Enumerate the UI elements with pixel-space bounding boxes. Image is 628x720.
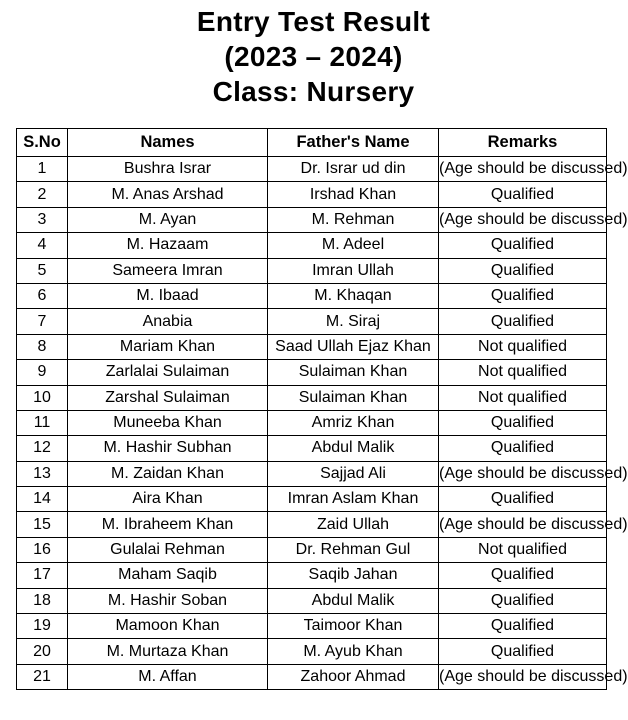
- cell-sno: 21: [17, 664, 68, 689]
- cell-sno: 12: [17, 436, 68, 461]
- cell-name: Gulalai Rehman: [68, 537, 268, 562]
- table-row: [17, 157, 607, 182]
- cell-remarks: (Age should be discussed): [439, 461, 607, 486]
- cell-sno: 17: [17, 563, 68, 588]
- cell-name: M. Hashir Subhan: [68, 436, 268, 461]
- cell-name: M. Murtaza Khan: [68, 639, 268, 664]
- document-title: [0, 4, 627, 109]
- cell-sno: 16: [17, 537, 68, 562]
- cell-remarks: Qualified: [439, 487, 607, 512]
- table-row: [17, 385, 607, 410]
- table-row: [17, 410, 607, 435]
- cell-father-name: M. Khaqan: [268, 283, 439, 308]
- cell-remarks: Qualified: [439, 614, 607, 639]
- cell-name: Bushra Israr: [68, 157, 268, 182]
- results-body: [17, 157, 628, 690]
- cell-remarks: Qualified: [439, 283, 607, 308]
- cell-sno: 7: [17, 309, 68, 334]
- cell-remarks: Qualified: [439, 563, 607, 588]
- cell-father-name: Sulaiman Khan: [268, 385, 439, 410]
- cell-father-name: Dr. Israr ud din: [268, 157, 439, 182]
- cell-father-name: Saad Ullah Ejaz Khan: [268, 334, 439, 359]
- cell-sno: 11: [17, 410, 68, 435]
- cell-remarks: Qualified: [439, 639, 607, 664]
- cell-father-name: Dr. Rehman Gul: [268, 537, 439, 562]
- cell-remarks: Qualified: [439, 258, 607, 283]
- header-remarks: Remarks: [439, 129, 607, 157]
- cell-father-name: Taimoor Khan: [268, 614, 439, 639]
- cell-sno: 9: [17, 360, 68, 385]
- cell-father-name: Saqib Jahan: [268, 563, 439, 588]
- cell-remarks: (Age should be discussed): [439, 157, 607, 182]
- cell-name: Muneeba Khan: [68, 410, 268, 435]
- cell-father-name: Abdul Malik: [268, 588, 439, 613]
- table-row: [17, 461, 607, 486]
- cell-sno: 18: [17, 588, 68, 613]
- cell-sno: 20: [17, 639, 68, 664]
- table-row: [17, 436, 607, 461]
- cell-sno: 19: [17, 614, 68, 639]
- cell-remarks: Not qualified: [439, 334, 607, 359]
- cell-name: M. Ibaad: [68, 283, 268, 308]
- table-row: [17, 588, 607, 613]
- table-row: [17, 563, 607, 588]
- table-row: [17, 360, 607, 385]
- cell-name: Sameera Imran: [68, 258, 268, 283]
- cell-name: Zarshal Sulaiman: [68, 385, 268, 410]
- cell-name: Maham Saqib: [68, 563, 268, 588]
- cell-father-name: M. Ayub Khan: [268, 639, 439, 664]
- cell-name: M. Hazaam: [68, 233, 268, 258]
- table-row: [17, 283, 607, 308]
- title-session-years: (2023 – 2024): [224, 41, 403, 72]
- cell-remarks: Qualified: [439, 410, 607, 435]
- results-table: [16, 128, 628, 690]
- cell-father-name: Irshad Khan: [268, 182, 439, 207]
- table-row: [17, 614, 607, 639]
- cell-sno: 6: [17, 283, 68, 308]
- table-row: [17, 182, 607, 207]
- cell-sno: 10: [17, 385, 68, 410]
- table-row: [17, 233, 607, 258]
- header-father-name: Father's Name: [268, 129, 439, 157]
- cell-name: Zarlalai Sulaiman: [68, 360, 268, 385]
- cell-remarks: Not qualified: [439, 385, 607, 410]
- cell-remarks: (Age should be discussed): [439, 207, 607, 232]
- cell-father-name: Zahoor Ahmad: [268, 664, 439, 689]
- cell-remarks: Not qualified: [439, 537, 607, 562]
- cell-name: Aira Khan: [68, 487, 268, 512]
- cell-name: Anabia: [68, 309, 268, 334]
- title-heading: Entry Test Result: [196, 6, 431, 37]
- cell-name: M. Ibraheem Khan: [68, 512, 268, 537]
- cell-remarks: Not qualified: [439, 360, 607, 385]
- table-row: [17, 258, 607, 283]
- header-names: Names: [68, 129, 268, 157]
- cell-name: M. Zaidan Khan: [68, 461, 268, 486]
- cell-sno: 14: [17, 487, 68, 512]
- title-class: Class: Nursery: [212, 76, 415, 107]
- cell-father-name: Imran Ullah: [268, 258, 439, 283]
- cell-father-name: Sajjad Ali: [268, 461, 439, 486]
- cell-sno: 13: [17, 461, 68, 486]
- cell-remarks: Qualified: [439, 588, 607, 613]
- cell-father-name: Sulaiman Khan: [268, 360, 439, 385]
- table-row: [17, 487, 607, 512]
- cell-name: M. Ayan: [68, 207, 268, 232]
- cell-name: M. Anas Arshad: [68, 182, 268, 207]
- cell-remarks: (Age should be discussed): [439, 512, 607, 537]
- cell-sno: 5: [17, 258, 68, 283]
- cell-father-name: Amriz Khan: [268, 410, 439, 435]
- cell-sno: 8: [17, 334, 68, 359]
- cell-remarks: Qualified: [439, 233, 607, 258]
- table-header-row: [17, 129, 607, 157]
- table-row: [17, 664, 607, 689]
- cell-name: M. Affan: [68, 664, 268, 689]
- cell-sno: 3: [17, 207, 68, 232]
- table-row: [17, 537, 607, 562]
- table-row: [17, 309, 607, 334]
- cell-name: Mariam Khan: [68, 334, 268, 359]
- table-row: [17, 334, 607, 359]
- cell-sno: 2: [17, 182, 68, 207]
- cell-remarks: Qualified: [439, 309, 607, 334]
- cell-father-name: Abdul Malik: [268, 436, 439, 461]
- cell-name: M. Hashir Soban: [68, 588, 268, 613]
- cell-sno: 4: [17, 233, 68, 258]
- table-row: [17, 639, 607, 664]
- cell-father-name: Imran Aslam Khan: [268, 487, 439, 512]
- cell-father-name: M. Rehman: [268, 207, 439, 232]
- cell-sno: 1: [17, 157, 68, 182]
- cell-remarks: Qualified: [439, 182, 607, 207]
- cell-remarks: (Age should be discussed): [439, 664, 607, 689]
- table-row: [17, 512, 607, 537]
- cell-father-name: M. Adeel: [268, 233, 439, 258]
- cell-sno: 15: [17, 512, 68, 537]
- cell-father-name: M. Siraj: [268, 309, 439, 334]
- cell-remarks: Qualified: [439, 436, 607, 461]
- cell-father-name: Zaid Ullah: [268, 512, 439, 537]
- header-sno: S.No: [17, 129, 68, 157]
- table-row: [17, 207, 607, 232]
- cell-name: Mamoon Khan: [68, 614, 268, 639]
